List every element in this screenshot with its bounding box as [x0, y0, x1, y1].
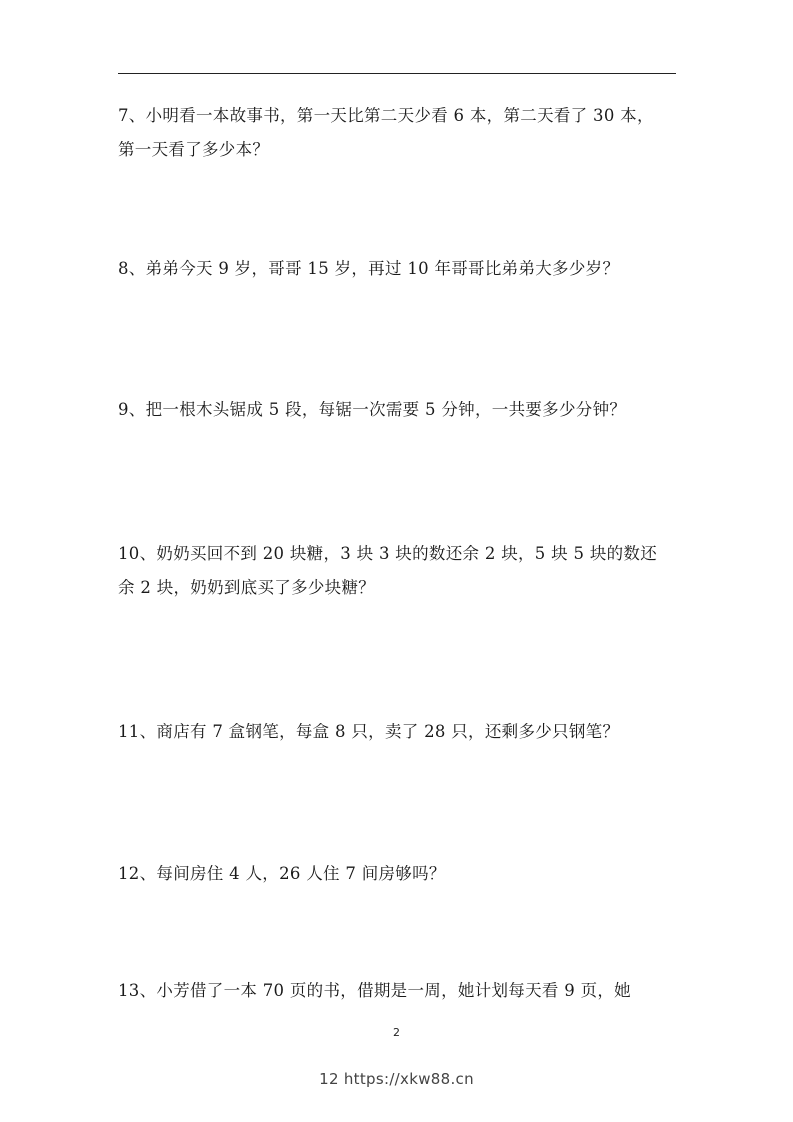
- page-number: 2: [393, 1026, 400, 1039]
- footer-watermark: 12 https://xkw88.cn: [319, 1070, 474, 1088]
- question-7-line-2: 第一天看了多少本？: [118, 140, 270, 159]
- question-8-line-1: 8、弟弟今天 9 岁，哥哥 15 岁，再过 10 年哥哥比弟弟大多少岁？: [118, 259, 620, 278]
- question-7: [118, 99, 678, 167]
- question-11: [118, 715, 678, 749]
- question-12: [118, 857, 678, 891]
- question-12-line-1: 12、每间房住 4 人，26 人住 7 间房够吗？: [118, 864, 446, 883]
- question-8: [118, 252, 678, 286]
- question-10: [118, 537, 678, 605]
- question-13: [118, 974, 678, 1008]
- question-10-line-2: 余 2 块，奶奶到底买了多少块糖？: [118, 578, 376, 597]
- question-9-line-1: 9、把一根木头锯成 5 段，每锯一次需要 5 分钟，一共要多少分钟？: [118, 400, 627, 419]
- header-rule: [118, 73, 676, 74]
- question-10-line-1: 10、奶奶买回不到 20 块糖，3 块 3 块的数还余 2 块，5 块 5 块的数还: [118, 544, 658, 563]
- question-9: [118, 393, 678, 427]
- question-11-line-1: 11、商店有 7 盒钢笔，每盒 8 只，卖了 28 只，还剩多少只钢笔？: [118, 722, 620, 741]
- question-13-line-1: 13、小芳借了一本 70 页的书，借期是一周，她计划每天看 9 页，她: [118, 981, 631, 1000]
- question-7-line-1: 7、小明看一本故事书，第一天比第二天少看 6 本，第二天看了 30 本，: [118, 106, 654, 125]
